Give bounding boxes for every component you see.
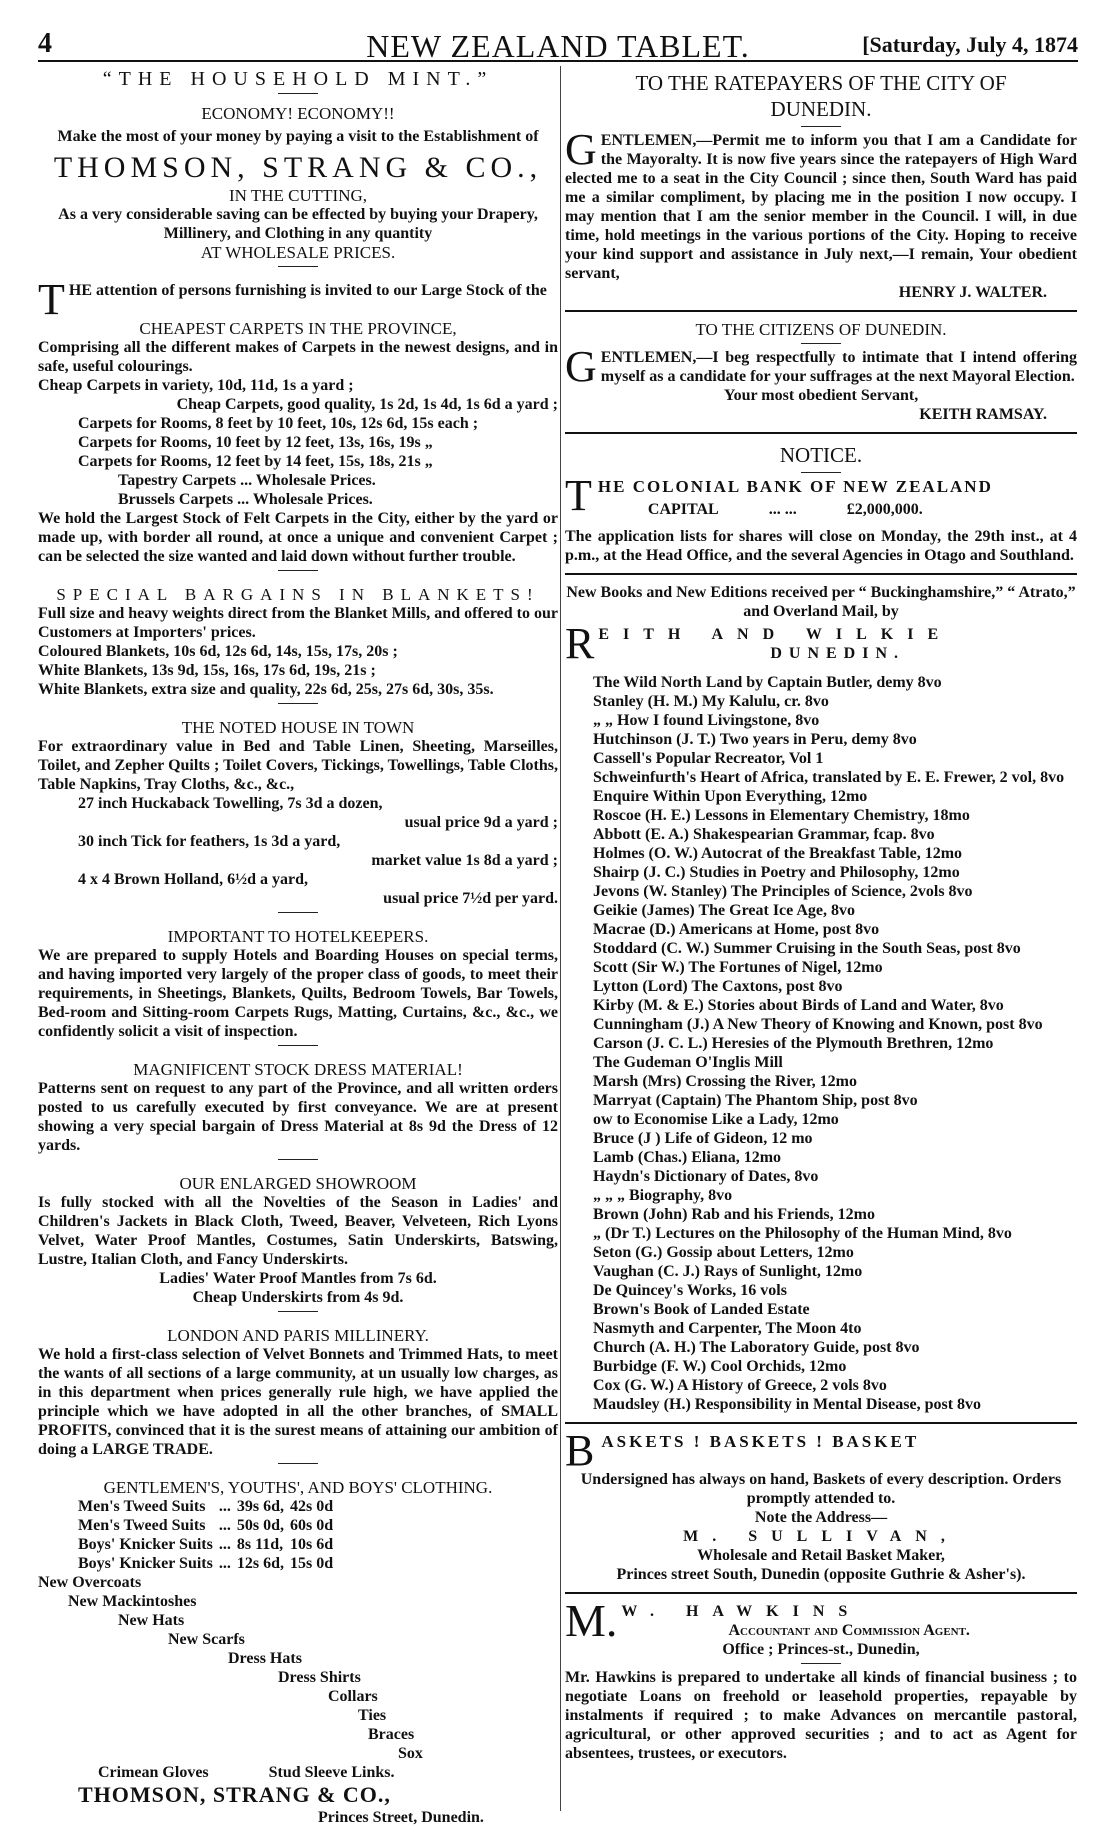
book-item: Geikie (James) The Great Ice Age, 8vo xyxy=(593,902,856,919)
citizens-text: ENTLEMEN,—I beg respectfully to intimate that I intend offering myself as a candidate for your suffrages at the next Mayoral Election. xyxy=(600,349,1077,385)
sullivan-address: Princes street South, Dunedin (opposite Guthrie & Asher's). xyxy=(616,1566,1026,1583)
book-item: Church (A. H.) The Laboratory Guide, post 8vo xyxy=(593,1339,920,1356)
blankets-heading: SPECIAL BARGAINS IN BLANKETS! xyxy=(56,585,540,604)
book-item: Lamb (Chas.) Eliana, 12mo xyxy=(593,1149,782,1166)
header-rule xyxy=(38,60,1078,62)
book-item: Hutchinson (J. T.) Two years in Peru, demy 8vo xyxy=(593,731,917,748)
noted-line: usual price 9d a yard ; xyxy=(404,814,558,831)
cascade-item: New Scarfs xyxy=(168,1631,245,1648)
dress-heading: MAGNIFICENT STOCK DRESS MATERIAL! xyxy=(133,1060,463,1079)
cascade-item: New Overcoats xyxy=(38,1574,142,1591)
signature-address: Princes Street, Dunedin. xyxy=(318,1809,484,1826)
capital-dots: ... ... xyxy=(768,501,797,518)
millinery-heading: LONDON AND PARIS MILLINERY. xyxy=(167,1326,429,1345)
drop-cap: B xyxy=(565,1426,598,1475)
table-row: Men's Tweed Suits ... 50s 0d, 60s 0d xyxy=(78,1517,334,1534)
carpets-heading: CHEAPEST CARPETS IN THE PROVINCE, xyxy=(139,319,457,338)
book-item: Marryat (Captain) The Phantom Ship, post 8vo xyxy=(593,1092,918,1109)
cascade-item: New Hats xyxy=(118,1612,185,1629)
cascade-item: Dress Shirts xyxy=(278,1669,361,1686)
baskets-note: Note the Address— xyxy=(754,1509,888,1526)
table-row: Boys' Knicker Suits ... 12s 6d, 15s 0d xyxy=(78,1555,334,1572)
showroom-line: Cheap Underskirts from 4s 9d. xyxy=(192,1289,404,1306)
carpets-line: Brussels Carpets ... Wholesale Prices. xyxy=(118,491,373,508)
hawkins-office: Office ; Princes-st., Dunedin, xyxy=(722,1641,920,1658)
book-item: The Gudeman O'Inglis Mill xyxy=(593,1054,783,1071)
cascade-item: New Mackintoshes xyxy=(68,1593,197,1610)
saving-line: As a very considerable saving can be effected by buying your Drapery, Millinery, and Clothing in any quantity xyxy=(58,206,538,242)
table-row: Boys' Knicker Suits ... 8s 11d, 10s 6d xyxy=(78,1536,334,1553)
hotel-text: We are prepared to supply Hotels and Boarding Houses on special terms, and having imported very largely of the proper class of goods, to meet their requirements, in Sheetings, Blankets, Quilts, Bedroom Towels, Bar Towels, Bed-room and Sitting-room Carpets Rugs, Matting, Curtains, &c., &c., we confidently solicit a visit of inspection. xyxy=(38,947,558,1040)
book-item: Cunningham (J.) A New Theory of Knowing and Known, post 8vo xyxy=(593,1016,1043,1033)
noted-line: 30 inch Tick for feathers, 1s 3d a yard, xyxy=(78,833,341,850)
books-intro: New Books and New Editions received per “ Buckinghamshire,” “ Atrato,” and Overland Mail, by xyxy=(566,584,1076,620)
blankets-line: Full size and heavy weights direct from the Blanket Mills, and offered to our Customers at Importers' prices. xyxy=(38,605,558,641)
book-item: Maudsley (H.) Responsibility in Mental Disease, post 8vo xyxy=(593,1396,982,1413)
noted-line: 4 x 4 Brown Holland, 6½d a yard, xyxy=(78,871,308,888)
cascade-item: Sox xyxy=(398,1745,423,1762)
showroom-section xyxy=(38,1174,558,1307)
citizens-heading: TO THE CITIZENS OF DUNEDIN. xyxy=(695,320,947,339)
drop-cap: G xyxy=(565,125,597,174)
cascade-item: Dress Hats xyxy=(228,1650,302,1667)
mint-title: “THE HOUSEHOLD MINT.” xyxy=(102,68,494,90)
blankets-line: Coloured Blankets, 10s 6d, 12s 6d, 14s, 15s, 17s, 20s ; xyxy=(38,643,398,660)
sullivan-trade: Wholesale and Retail Basket Maker, xyxy=(697,1547,945,1564)
ratepayers-text: ENTLEMEN,—Permit me to inform you that I am a Candidate for the Mayoralty. It is now five years since the ratepayers of High Ward elected me to a seat in the City Council ; since then, South Ward has paid me a similar compliment, by placing me in the position I now occupy. I may mention that I am the senior member in the Council. I will, in due time, hold meetings in the various portions of the City. Hoping to receive your kind support and assistance in July next,—I remain, Your obedient servant, xyxy=(565,132,1077,282)
book-item: Macrae (D.) Americans at Home, post 8vo xyxy=(593,921,880,938)
blankets-line: White Blankets, 13s 9d, 15s, 16s, 17s 6d, 19s, 21s ; xyxy=(38,662,376,679)
hotel-heading: IMPORTANT TO HOTELKEEPERS. xyxy=(167,927,429,946)
books-list xyxy=(565,673,1077,1414)
ratepayers-signature: HENRY J. WALTER. xyxy=(898,284,1047,301)
noted-section xyxy=(38,718,558,908)
cascade-item: Collars xyxy=(328,1688,378,1705)
carpets-intro: HE attention of persons furnishing is invited to our Large Stock of the xyxy=(68,282,547,299)
drop-cap: M. xyxy=(565,1595,618,1646)
book-item: Cassell's Popular Recreator, Vol 1 xyxy=(593,750,824,767)
book-item: Enquire Within Upon Everything, 12mo xyxy=(593,788,868,805)
book-item: Marsh (Mrs) Crossing the River, 12mo xyxy=(593,1073,857,1090)
book-item: Brown's Book of Landed Estate xyxy=(593,1301,810,1318)
notice-heading: NOTICE. xyxy=(779,443,863,467)
showroom-heading: OUR ENLARGED SHOWROOM xyxy=(179,1174,417,1193)
table-row: Men's Tweed Suits ... 39s 6d, 42s 0d xyxy=(78,1498,334,1515)
book-item: The Wild North Land by Captain Butler, demy 8vo xyxy=(593,674,942,691)
book-item: Roscoe (H. E.) Lessons in Elementary Chemistry, 18mo xyxy=(593,807,970,824)
carpets-line: We hold the Largest Stock of Felt Carpets in the City, either by the yard or made up, with border all round, at once a unique and convenient Carpet ; can be selected the size wanted and laid down without further trouble. xyxy=(38,510,558,565)
issue-date: [Saturday, July 4, 1874 xyxy=(862,32,1078,57)
carpets-line: Cheap Carpets in variety, 10d, 11d, 1s a yard ; xyxy=(38,377,354,394)
right-column xyxy=(565,70,1077,1763)
intro-line: Make the most of your money by paying a visit to the Establishment of xyxy=(57,128,539,145)
book-item: Nasmyth and Carpenter, The Moon 4to xyxy=(593,1320,862,1337)
book-item: Cox (G. W.) A History of Greece, 2 vols 8vo xyxy=(593,1377,887,1394)
book-item: Burbidge (F. W.) Cool Orchids, 12mo xyxy=(593,1358,847,1375)
newspaper-title: NEW ZEALAND TABLET. xyxy=(366,28,750,64)
noted-line: market value 1s 8d a yard ; xyxy=(371,852,558,869)
page-header xyxy=(38,18,1078,64)
clothing-section xyxy=(38,1478,558,1827)
showroom-text: Is fully stocked with all the Novelties of the Season in Ladies' and Children's Jackets in Black Cloth, Tweed, Beaver, Velveteen, Rich Lyons Velvet, Water Proof Mantles, Costumes, Satin Underskirts, Batswing, Lustre, Italian Cloth, and Fancy Underskirts. xyxy=(38,1194,558,1268)
book-item: „ „ How I found Livingstone, 8vo xyxy=(593,712,820,729)
carpets-section xyxy=(38,275,558,566)
blankets-line: White Blankets, extra size and quality, 22s 6d, 25s, 27s 6d, 30s, 35s. xyxy=(38,681,494,698)
carpets-line: Cheap Carpets, good quality, 1s 2d, 1s 4d, 1s 6d a yard ; xyxy=(176,396,558,413)
noted-heading: THE NOTED HOUSE IN TOWN xyxy=(181,718,415,737)
book-item: ow to Economise Like a Lady, 12mo xyxy=(593,1111,839,1128)
baskets-heading: ASKETS ! BASKETS ! BASKET xyxy=(601,1432,920,1451)
book-item: Haydn's Dictionary of Dates, 8vo xyxy=(593,1168,819,1185)
hawkins-name: W. HAWKINS xyxy=(621,1603,862,1620)
book-item: Schweinfurth's Heart of Africa, translated by E. E. Frewer, 2 vol, 8vo xyxy=(593,769,1065,786)
in-the-cutting: IN THE CUTTING, xyxy=(228,186,368,205)
clothing-heading: GENTLEMEN'S, YOUTHS', AND BOYS' CLOTHING. xyxy=(103,1478,493,1497)
economy-line: ECONOMY! ECONOMY!! xyxy=(201,104,395,123)
carpets-line: Tapestry Carpets ... Wholesale Prices. xyxy=(118,472,376,489)
book-item: Jevons (W. Stanley) The Principles of Science, 2vols 8vo xyxy=(593,883,973,900)
carpets-line: Carpets for Rooms, 8 feet by 10 feet, 10s, 12s 6d, 15s each ; xyxy=(78,415,479,432)
bank-text: The application lists for shares will close on Monday, the 29th inst., at 4 p.m., at the Head Office, and the several Agencies in Otago and Southland. xyxy=(565,528,1077,564)
carpets-line: Comprising all the different makes of Carpets in the newest designs, and in safe, useful colourings. xyxy=(38,339,558,375)
firm-name: THOMSON, STRANG & CO., xyxy=(53,151,543,184)
book-item: Brown (John) Rab and his Friends, 12mo xyxy=(593,1206,875,1223)
book-item: „ „ „ Biography, 8vo xyxy=(593,1187,733,1204)
bank-line: HE COLONIAL BANK OF NEW ZEALAND xyxy=(597,477,993,496)
millinery-text: We hold a first-class selection of Velvet Bonnets and Trimmed Hats, to meet the wants of all sections of a large community, at un usually low charges, as in this department when prices generally rule high, we have applied the principle which we have adopted in all the other branches, of SMALL PROFITS, convinced that it is the surest means of attaining our ambition of doing a LARGE TRADE. xyxy=(38,1346,558,1458)
clothing-table xyxy=(78,1497,339,1573)
book-item: Scott (Sir W.) The Fortunes of Nigel, 12mo xyxy=(593,959,883,976)
book-item: Kirby (M. & E.) Stories about Birds of Land and Water, 8vo xyxy=(593,997,1004,1014)
drop-cap: T xyxy=(565,471,594,520)
showroom-line: Ladies' Water Proof Mantles from 7s 6d. xyxy=(159,1270,437,1287)
hawkins-text: Mr. Hawkins is prepared to undertake all kinds of financial business ; to negotiate Loans on freehold or leasehold properties, repayable by instalments if required ; to make Advances on mercantile pastoral, agricultural, or other approved securities ; and to act as Agent for absentees, trustees, or executors. xyxy=(565,1669,1077,1762)
book-item: Stoddard (C. W.) Summer Cruising in the South Seas, post 8vo xyxy=(593,940,1021,957)
dress-text: Patterns sent on request to any part of the Province, and all written orders posted to us carefully executed by first conveyance. We are at present showing a very special bargain of Dress Material at 8s 9d the Dress of 12 yards. xyxy=(38,1080,558,1154)
cascade-item: Ties xyxy=(358,1707,387,1724)
drop-cap: G xyxy=(565,342,597,391)
carpets-line: Carpets for Rooms, 10 feet by 12 feet, 13s, 16s, 19s „ xyxy=(78,434,433,451)
book-item: Lytton (Lord) The Caxtons, post 8vo xyxy=(593,978,843,995)
book-item: Shairp (J. C.) Studies in Poetry and Philosophy, 12mo xyxy=(593,864,960,881)
book-item: De Quincey's Works, 16 vols xyxy=(593,1282,787,1299)
books-firm: EITH AND WILKIE xyxy=(598,626,953,643)
citizens-signature: KEITH RAMSAY. xyxy=(919,406,1047,423)
column-separator xyxy=(560,66,561,1811)
capital-label: CAPITAL xyxy=(647,501,719,518)
page-number: 4 xyxy=(38,28,52,59)
drop-cap: T xyxy=(38,275,65,324)
book-item: Vaughan (C. J.) Rays of Sunlight, 12mo xyxy=(593,1263,863,1280)
book-item: Carson (J. C. L.) Heresies of the Plymouth Brethren, 12mo xyxy=(593,1035,994,1052)
book-item: Seton (G.) Gossip about Letters, 12mo xyxy=(593,1244,854,1261)
wholesale-line: AT WHOLESALE PRICES. xyxy=(200,243,396,262)
book-item: Abbott (E. A.) Shakespearian Grammar, fcap. 8vo xyxy=(593,826,935,843)
book-item: Holmes (O. W.) Autocrat of the Breakfast Table, 12mo xyxy=(593,845,963,862)
books-city: DUNEDIN. xyxy=(770,645,906,662)
noted-line: 27 inch Huckaback Towelling, 7s 3d a dozen, xyxy=(78,795,383,812)
book-item: „ (Dr T.) Lectures on the Philosophy of the Human Mind, 8vo xyxy=(593,1225,1012,1242)
gloves-line: Crimean Gloves xyxy=(98,1764,209,1781)
left-column xyxy=(38,70,558,1827)
book-item: Stanley (H. M.) My Kalulu, cr. 8vo xyxy=(593,693,829,710)
capital-value: £2,000,000. xyxy=(846,501,923,518)
book-item: Bruce (J ) Life of Gideon, 12 mo xyxy=(593,1130,813,1147)
signature-firm: THOMSON, STRANG & CO., xyxy=(78,1782,391,1807)
blankets-section xyxy=(38,585,558,699)
studs-line: Stud Sleeve Links. xyxy=(268,1764,395,1781)
sullivan-name: M. SULLIVAN, xyxy=(683,1528,959,1545)
cascade-item: Braces xyxy=(368,1726,415,1743)
hotel-section xyxy=(38,927,558,1041)
noted-line: usual price 7½d per yard. xyxy=(383,890,558,907)
citizens-servant: Your most obedient Servant, xyxy=(723,387,919,404)
ratepayers-heading: TO THE RATEPAYERS OF THE CITY OF DUNEDIN. xyxy=(635,71,1007,121)
dress-section xyxy=(38,1060,558,1155)
drop-cap: R xyxy=(565,619,595,668)
carpets-line: Carpets for Rooms, 12 feet by 14 feet, 15s, 18s, 21s „ xyxy=(78,453,433,470)
hawkins-title: Accountant and Commission Agent. xyxy=(728,1622,970,1639)
millinery-section xyxy=(38,1326,558,1459)
baskets-text: Undersigned has always on hand, Baskets of every description. Orders promptly attended to. xyxy=(580,1471,1062,1507)
noted-line: For extraordinary value in Bed and Table Linen, Sheeting, Marseilles, Toilet, and Zepher Quilts ; Toilet Covers, Tickings, Towellings, Table Cloths, Table Napkins, Tray Cloths, &c., &c., xyxy=(38,738,558,793)
